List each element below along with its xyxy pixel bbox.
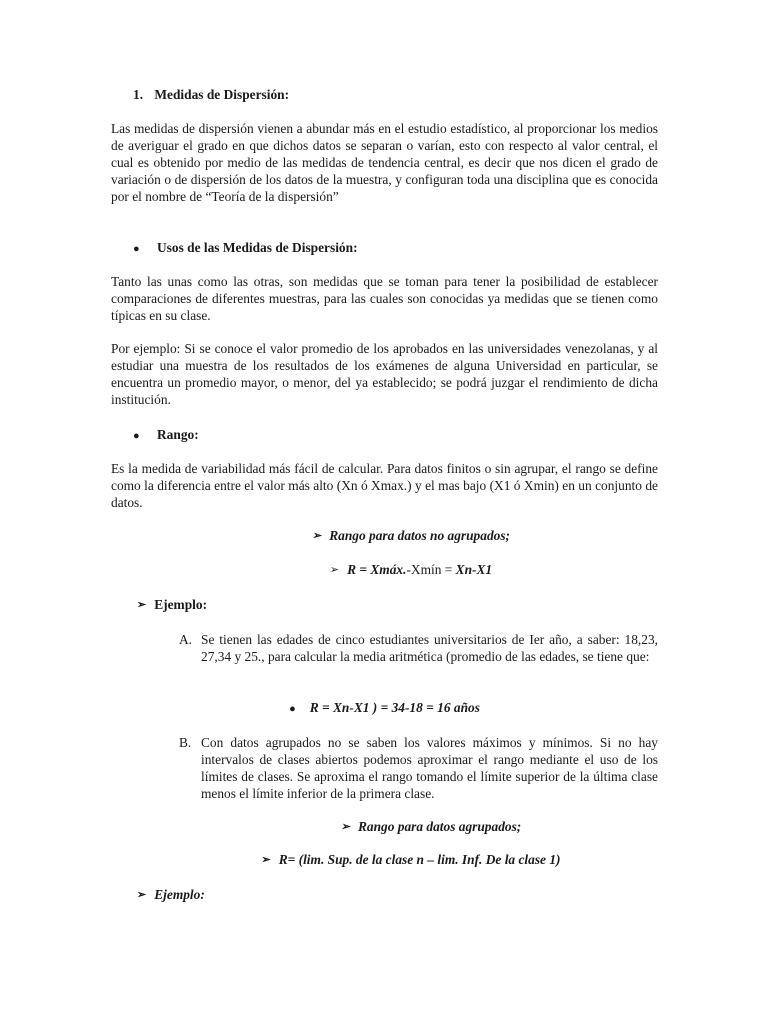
formula-rango-2	[111, 699, 658, 718]
list-item-b	[179, 734, 658, 802]
formula-text: R= (lim. Sup. de la clase n – lim. Inf. De la clase 1)	[278, 852, 561, 867]
formula-rango-1	[111, 561, 711, 579]
no-agrupados-title: Rango para datos no agrupados;	[329, 528, 511, 543]
formula-part-c: Xn-X1	[455, 562, 493, 577]
ejemplo-2-label: Ejemplo:	[154, 887, 205, 902]
list-item-text: Se tienen las edades de cinco estudiantes universitarios de Ier año, a saber: 18,23, 27,34 y 25., para calcular la media aritmética (promedio de las edades, se tiene que:	[201, 632, 658, 664]
arrow-icon: ➢	[261, 854, 271, 866]
bullet-icon: ●	[289, 703, 296, 715]
usos-title: Usos de las Medidas de Dispersión:	[157, 240, 358, 255]
bullet-icon: ●	[133, 430, 140, 442]
arrow-icon: ➢	[340, 821, 350, 833]
arrow-icon: ➢	[137, 889, 147, 901]
intro-paragraph: Las medidas de dispersión vienen a abundar más en el estudio estadístico, al proporcionar los medios de averiguar el grado en que dichos datos se separan o varían, esto con respecto al valor central, el cual es obtenido por medio de las medidas de tendencia central, es decir que nos dicen el grado de variación o de dispersión de los datos de la muestra, y configuran toda una disciplina que es conocida por el nombre de “Teoría de la dispersión”	[111, 121, 658, 204]
formula-rango-3	[111, 851, 711, 869]
heading-title: Medidas de Dispersión:	[154, 87, 290, 102]
arrow-icon: ➢	[329, 564, 340, 576]
usos-paragraph-1: Tanto las unas como las otras, son medidas que se toman para tener la posibilidad de establecer comparaciones de diferentes muestras, para las cuales son conocidas ya medidas que se tienen como típicas en su clase.	[111, 274, 658, 323]
formula-part-b: -Xmín =	[406, 562, 456, 577]
rango-heading	[133, 426, 199, 445]
arrow-icon: ➢	[137, 599, 147, 611]
list-item-text: Con datos agrupados no se saben los valores máximos y mínimos. Si no hay intervalos de clases abiertos podemos aproximar el rango mediante el uso de los límites de clases. Se aproxima el rango tomando el límite superior de la última clase menos el límite inferior de la primera clase.	[201, 735, 658, 801]
agrupados-heading	[111, 818, 751, 836]
usos-paragraph-2: Por ejemplo: Si se conoce el valor promedio de los aprobados en las universidades venezolanas, y al estudiar una muestra de los resultados de los exámenes de alguna Universidad en particular, se encuentra un promedio mayor, o menor, del ya establecido; se podrá juzgar el rendimiento de dicha institución.	[111, 341, 658, 407]
ejemplo-heading	[137, 596, 207, 614]
formula-text: R = Xn-X1 ) = 34-18 = 16 años	[309, 700, 480, 715]
usos-heading	[133, 239, 358, 258]
formula-part-a: R = Xmáx.	[347, 562, 407, 577]
bullet-icon: ●	[133, 243, 140, 255]
ejemplo-2-heading	[137, 886, 205, 904]
rango-paragraph: Es la medida de variabilidad más fácil de calcular. Para datos finitos o sin agrupar, el rango se define como la diferencia entre el valor más alto (Xn ó Xmax.) y el mas bajo (X1 ó Xmin) en un conjunto de datos.	[111, 461, 658, 510]
list-item-a	[179, 631, 658, 665]
section-heading	[133, 86, 289, 103]
list-marker: A.	[179, 632, 193, 647]
arrow-icon: ➢	[311, 530, 322, 542]
heading-number: 1.	[133, 87, 144, 102]
agrupados-title: Rango para datos agrupados;	[357, 819, 522, 834]
rango-title: Rango:	[157, 427, 199, 442]
no-agrupados-heading	[111, 527, 711, 545]
list-marker: B.	[179, 735, 192, 750]
ejemplo-label: Ejemplo:	[154, 597, 208, 612]
